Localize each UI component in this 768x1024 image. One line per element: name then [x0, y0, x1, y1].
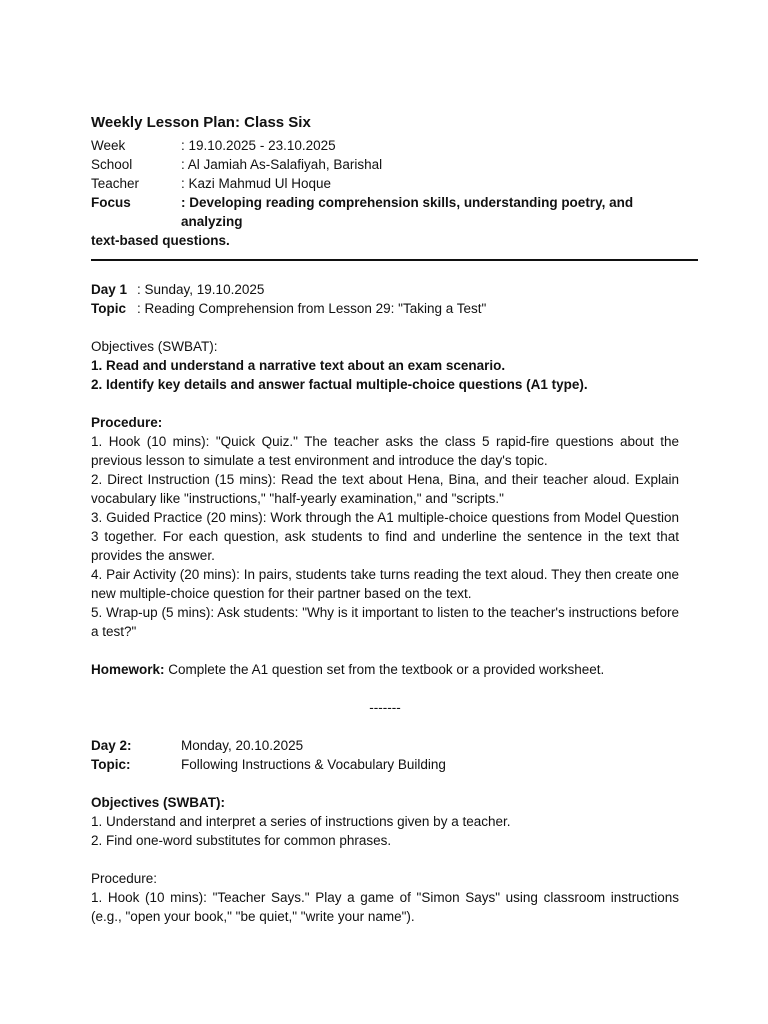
lesson-plan-content [91, 112, 679, 926]
day2-topic-row [91, 755, 679, 774]
day1-row [91, 280, 679, 299]
day1-procedure-item: 1. Hook (10 mins): "Quick Quiz." The teacher asks the class 5 rapid-fire questions about the previous lesson to simulate a test environment and introduce the day's topic. [91, 434, 679, 468]
section-separator: ------- [369, 700, 401, 715]
day2-row [91, 736, 679, 755]
focus-value: : Developing reading comprehension skills, understanding poetry, and analyzing [181, 195, 634, 229]
day1-homework-value: Complete the A1 question set from the textbook or a provided worksheet. [164, 662, 605, 677]
day1-objective-item: 2. Identify key details and answer factual multiple-choice questions (A1 type). [91, 377, 588, 392]
day1-topic-value: : Reading Comprehension from Lesson 29: "Taking a Test" [137, 301, 487, 316]
day2-value: Monday, 20.10.2025 [181, 738, 304, 753]
teacher-value: : Kazi Mahmud Ul Hoque [181, 176, 332, 191]
day2-objective-item: 1. Understand and interpret a series of instructions given by a teacher. [91, 814, 511, 829]
day1-topic-label: Topic [91, 301, 126, 316]
day2-topic-label: Topic: [91, 757, 131, 772]
day1-procedure-item: 5. Wrap-up (5 mins): Ask students: "Why is it important to listen to the teacher's instructions before a test?" [91, 605, 679, 639]
day1-procedure-item: 2. Direct Instruction (15 mins): Read the text about Hena, Bina, and their teacher aloud. Explain vocabulary like "instructions," "half-yearly examination," and "scripts." [91, 472, 679, 506]
school-value: : Al Jamiah As-Salafiyah, Barishal [181, 157, 383, 172]
day2-objectives-heading: Objectives (SWBAT): [91, 795, 226, 810]
focus-label: Focus [91, 195, 131, 210]
day2-topic-value: Following Instructions & Vocabulary Building [181, 757, 446, 772]
day2-objective-item: 2. Find one-word substitutes for common phrases. [91, 833, 392, 848]
teacher-row [91, 174, 679, 193]
day1-value: : Sunday, 19.10.2025 [137, 282, 265, 297]
focus-value-continued: text-based questions. [91, 233, 230, 248]
day1-label: Day 1 [91, 282, 128, 297]
week-row [91, 136, 679, 155]
day1-procedure-item: 4. Pair Activity (20 mins): In pairs, students take turns reading the text aloud. They then create one new multiple-choice question for their partner based on the text. [91, 567, 679, 601]
day2-label: Day 2: [91, 738, 132, 753]
day1-homework [91, 660, 679, 679]
teacher-label: Teacher [91, 176, 140, 191]
week-label: Week [91, 138, 126, 153]
week-value: : 19.10.2025 - 23.10.2025 [181, 138, 336, 153]
day1-procedure-heading: Procedure: [91, 415, 163, 430]
day1-procedure-item: 3. Guided Practice (20 mins): Work through the A1 multiple-choice questions from Model Question 3 together. For each question, ask students to find and underline the sentence in the text that provides the answer. [91, 510, 679, 563]
day1-homework-label: Homework: [91, 662, 165, 677]
school-row [91, 155, 679, 174]
day1-objectives-heading: Objectives (SWBAT): [91, 339, 218, 354]
day1-topic-row [91, 299, 679, 318]
day1-objective-item: 1. Read and understand a narrative text about an exam scenario. [91, 358, 506, 373]
day2-procedure-heading: Procedure: [91, 871, 158, 886]
day2-procedure-item: 1. Hook (10 mins): "Teacher Says." Play a game of "Simon Says" using classroom instructions (e.g., "open your book," "be quiet," "write your name"). [91, 890, 679, 924]
school-label: School [91, 157, 133, 172]
focus-row [91, 193, 679, 231]
document-title: Weekly Lesson Plan: Class Six [91, 114, 311, 131]
